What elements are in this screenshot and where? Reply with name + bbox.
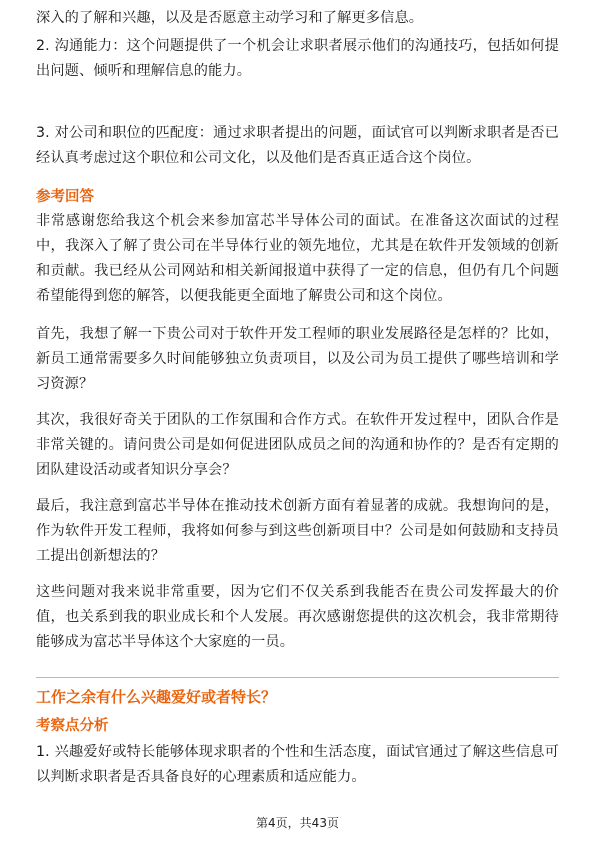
answer-closing: 这些问题对我来说非常重要，因为它们不仅关系到我能否在贵公司发挥最大的价值，也关系到我的职业成长和个人发展。再次感谢您提供的这次机会，我非常期待能够成为富芯半导体这个大家庭的一员。 [36,584,559,650]
reference-answer-heading: 参考回答 [36,189,94,205]
paragraph-fit: 3. 对公司和职位的匹配度：通过求职者提出的问题，面试官可以判断求职者是否已经认真考虑过这个职位和公司文化，以及他们是否真正适合这个岗位。 [36,125,559,166]
paragraph-communication: 2. 沟通能力：这个问题提供了一个机会让求职者展示他们的沟通技巧，包括如何提出问题、倾听和理解信息的能力。 [36,38,559,79]
answer-intro: 非常感谢您给我这个机会来参加富芯半导体公司的面试。在准备这次面试的过程中，我深入了解了贵公司在半导体行业的领先地位，尤其是在软件开发领域的创新和贡献。我已经从公司网站和相关新闻报道中获得了一定的信息，但仍有几个问题希望能得到您的解答，以便我能更全面地了解贵公司和这个岗位。 [36,213,559,304]
page-number: 第4页，共43页 [256,816,339,830]
answer-first: 首先，我想了解一下贵公司对于软件开发工程师的职业发展路径是怎样的？比如，新员工通常需要多久时间能够独立负责项目，以及公司为员工提供了哪些培训和学习资源？ [36,326,559,392]
paragraph-continued: 深入的了解和兴趣，以及是否愿意主动学习和了解更多信息。 [36,10,424,26]
question-title: 工作之余有什么兴趣爱好或者特长？ [36,688,277,706]
analysis-paragraph: 1. 兴趣爱好或特长能够体现求职者的个性和生活态度，面试官通过了解这些信息可以判断求职者是否具备良好的心理素质和适应能力。 [36,744,559,785]
answer-second: 其次，我很好奇关于团队的工作氛围和合作方式。在软件开发过程中，团队合作是非常关键的。请问贵公司是如何促进团队成员之间的沟通和协作的？是否有定期的团队建设活动或者知识分享会？ [36,412,559,478]
section-divider [36,677,559,678]
analysis-heading: 考察点分析 [36,718,109,734]
answer-last: 最后，我注意到富芯半导体在推动技术创新方面有着显著的成就。我想询问的是，作为软件开发工程师，我将如何参与到这些创新项目中？公司是如何鼓励和支持员工提出创新想法的？ [36,498,559,564]
